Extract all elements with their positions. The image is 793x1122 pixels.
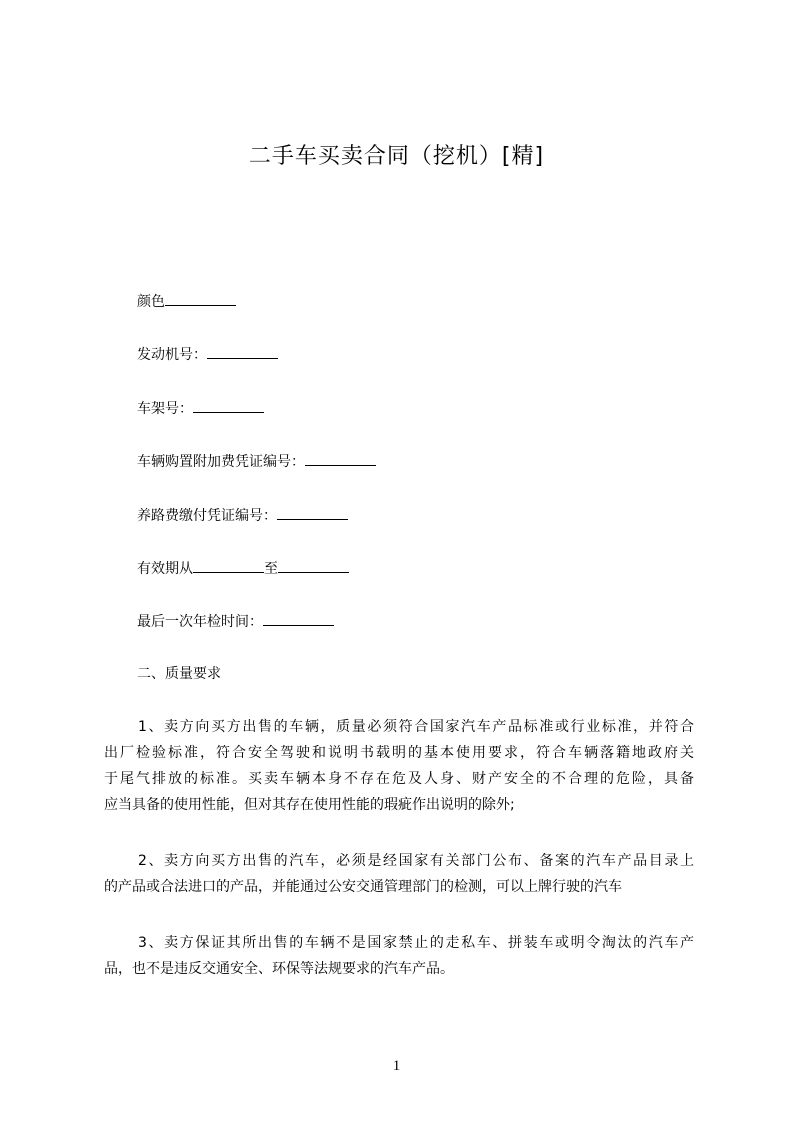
blank-line [263, 611, 334, 626]
paragraph-1 [104, 714, 694, 818]
field-validity-period [137, 558, 349, 579]
blank-line [193, 398, 264, 413]
field-label: 发动机号： [137, 347, 207, 363]
paragraph-line: 的产品或合法进口的产品，并能通过公安交通管理部门的检测，可以上牌行驶的汽车 [104, 879, 622, 895]
blank-line [165, 291, 236, 306]
blank-line [277, 505, 348, 520]
field-label: 车架号： [137, 401, 193, 417]
field-frame-number [137, 398, 264, 419]
paragraph-line: 应当具备的使用性能，但对其存在使用性能的瑕疵作出说明的除外; [104, 797, 515, 813]
paragraph-3 [104, 930, 694, 982]
paragraph-line: 2、卖方向买方出售的汽车，必须是经国家有关部门公布、备案的汽车产品目录上 [138, 853, 694, 869]
document-title: 二手车买卖合同（挖机）[精] [248, 144, 545, 169]
paragraph-line: 1、卖方向买方出售的车辆，质量必须符合国家汽车产品标准或行业标准，并符合 [138, 719, 694, 735]
field-purchase-tax-voucher [137, 451, 376, 472]
blank-line [305, 451, 376, 466]
paragraph-line: 品，也不是违反交通安全、环保等法规要求的汽车产品。 [104, 961, 454, 977]
field-label: 颜色 [137, 294, 165, 310]
paragraph-line: 于尾气排放的标准。买卖车辆本身不存在危及人身、财产安全的不合理的危险，具备 [104, 771, 694, 787]
field-color [137, 291, 236, 312]
blank-line [278, 558, 349, 573]
blank-line [193, 558, 264, 573]
paragraph-line: 出厂检验标准，符合安全驾驶和说明书载明的基本使用要求，符合车辆落籍地政府关 [104, 745, 694, 761]
section-heading: 二、质量要求 [137, 666, 221, 682]
field-engine-number [137, 344, 278, 365]
field-label-to: 至 [264, 561, 278, 577]
field-label: 养路费缴付凭证编号： [137, 508, 277, 524]
blank-line [207, 344, 278, 359]
field-label: 最后一次年检时间： [137, 614, 263, 630]
paragraph-line: 3、卖方保证其所出售的车辆不是国家禁止的走私车、拼装车或明令淘汰的汽车产 [138, 935, 694, 951]
page-number: 1 [392, 1058, 401, 1074]
paragraph-2 [104, 848, 694, 900]
field-label: 车辆购置附加费凭证编号： [137, 454, 305, 470]
field-last-inspection [137, 611, 334, 632]
field-road-fee-voucher [137, 505, 348, 526]
field-label: 有效期从 [137, 561, 193, 577]
